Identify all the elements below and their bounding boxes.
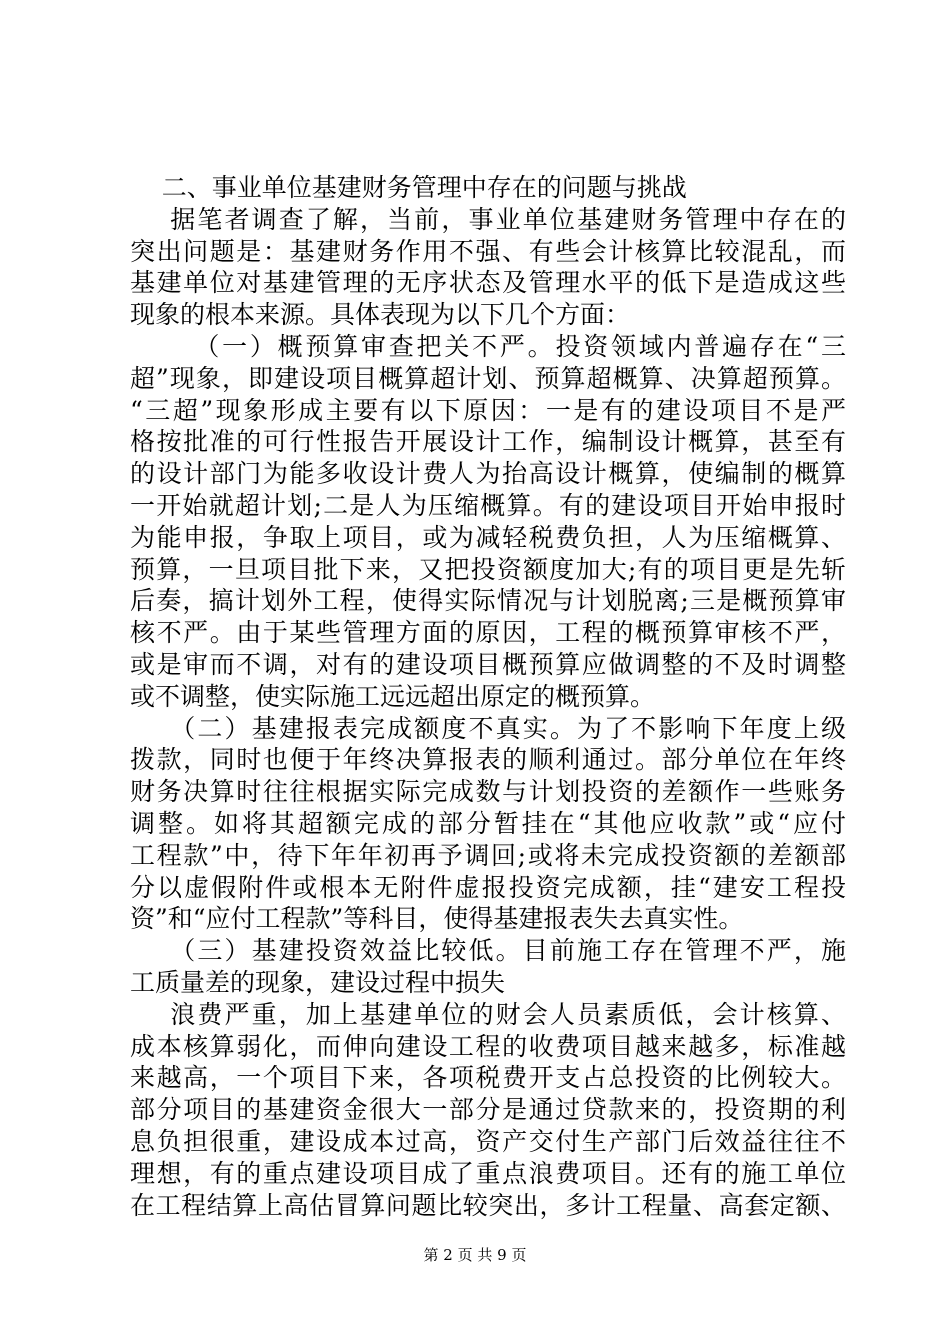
text-line: 超”现象，即建设项目概算超计划、预算超概算、决算超预算。 bbox=[130, 363, 846, 393]
text-line: 资”和“应付工程款”等科目，使得基建报表失去真实性。 bbox=[130, 904, 744, 934]
document-body bbox=[130, 172, 846, 1221]
text-line: 财务决算时往往根据实际完成数与计划投资的差额作一些账务 bbox=[130, 777, 846, 807]
text-line: （三）基建投资效益比较低。目前施工存在管理不严，施 bbox=[130, 936, 846, 966]
text-line: 据笔者调查了解，当前，事业单位基建财务管理中存在的 bbox=[130, 204, 846, 234]
text-line: 工质量差的现象，建设过程中损失 bbox=[130, 967, 506, 997]
text-line: （一）概预算审查把关不严。投资领域内普遍存在“三 bbox=[130, 331, 846, 361]
text-line: 基建单位对基建管理的无序状态及管理水平的低下是造成这些 bbox=[130, 268, 846, 298]
text-line: 分以虚假附件或根本无附件虚报投资完成额，挂“建安工程投 bbox=[130, 872, 846, 902]
text-line: 后奏，搞计划外工程，使得实际情况与计划脱离;三是概预算审 bbox=[130, 586, 846, 616]
text-line: 现象的根本来源。具体表现为以下几个方面： bbox=[130, 300, 631, 330]
text-line: 理想，有的重点建设项目成了重点浪费项目。还有的施工单位 bbox=[130, 1158, 846, 1188]
text-line: 核不严。由于某些管理方面的原因，工程的概预算审核不严， bbox=[130, 618, 846, 648]
text-line: 或是审而不调，对有的建设项目概预算应做调整的不及时调整 bbox=[130, 649, 846, 679]
text-line: （二）基建报表完成额度不真实。为了不影响下年度上级 bbox=[130, 713, 846, 743]
text-line: 预算，一旦项目批下来，又把投资额度加大;有的项目更是先斩 bbox=[130, 554, 846, 584]
text-line: 一开始就超计划;二是人为压缩概算。有的建设项目开始申报时 bbox=[130, 490, 846, 520]
text-line: 调整。如将其超额完成的部分暂挂在“其他应收款”或“应付 bbox=[130, 808, 846, 838]
text-line: 来越高，一个项目下来，各项税费开支占总投资的比例较大。 bbox=[130, 1063, 846, 1093]
text-line: 拨款，同时也便于年终决算报表的顺利通过。部分单位在年终 bbox=[130, 745, 846, 775]
page-footer: 第 2 页 共 9 页 bbox=[423, 1246, 527, 1264]
text-line: 或不调整，使实际施工远远超出原定的概预算。 bbox=[130, 681, 656, 711]
text-line: 成本核算弱化，而伸向建设工程的收费项目越来越多，标准越 bbox=[130, 1031, 846, 1061]
text-line: 格按批准的可行性报告开展设计工作，编制设计概算，甚至有 bbox=[130, 427, 846, 457]
text-line: “三超”现象形成主要有以下原因：一是有的建设项目不是严 bbox=[130, 395, 846, 425]
text-line: 二、事业单位基建财务管理中存在的问题与挑战 bbox=[130, 173, 687, 202]
text-line: 为能申报，争取上项目，或为减轻税费负担，人为压缩概算、 bbox=[130, 522, 846, 552]
text-line: 在工程结算上高估冒算问题比较突出，多计工程量、高套定额、 bbox=[130, 1190, 846, 1220]
text-line: 息负担很重，建设成本过高，资产交付生产部门后效益往往不 bbox=[130, 1126, 846, 1156]
text-line: 浪费严重，加上基建单位的财会人员素质低，会计核算、 bbox=[130, 999, 846, 1029]
text-line: 部分项目的基建资金很大一部分是通过贷款来的，投资期的利 bbox=[130, 1095, 846, 1125]
text-line: 突出问题是：基建财务作用不强、有些会计核算比较混乱，而 bbox=[130, 236, 846, 266]
text-line: 的设计部门为能多收设计费人为抬高设计概算，使编制的概算 bbox=[130, 459, 846, 489]
text-line: 工程款”中，待下年年初再予调回;或将未完成投资额的差额部 bbox=[130, 840, 846, 870]
